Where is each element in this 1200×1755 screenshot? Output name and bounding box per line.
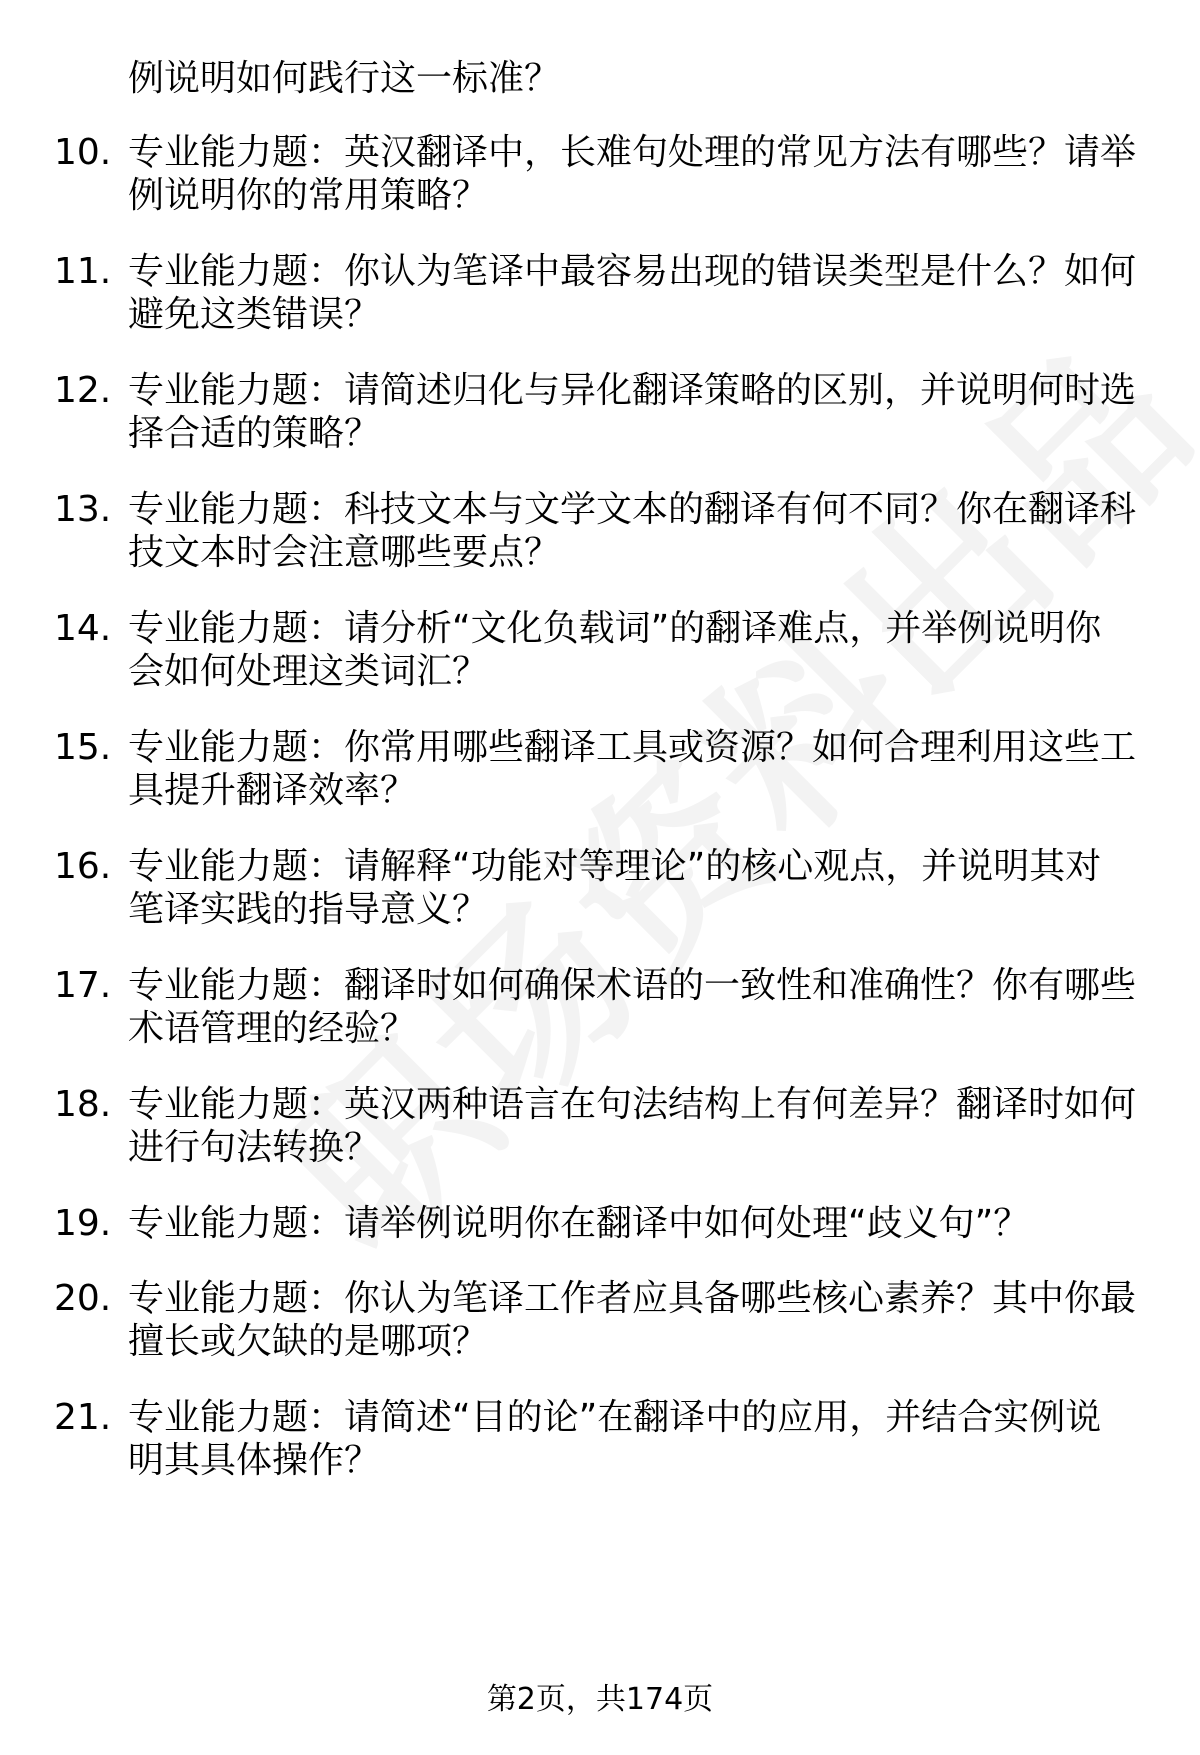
question-number: 13. <box>54 489 112 530</box>
question-line: 进行句法转换？ <box>128 1127 381 1168</box>
continuation-line: 例说明如何践行这一标准？ <box>128 58 561 99</box>
question-number: 10. <box>54 132 112 173</box>
question-number: 12. <box>54 370 112 411</box>
question-line: 会如何处理这类词汇？ <box>128 651 489 692</box>
question-line: 专业能力题：科技文本与文学文本的翻译有何不同？你在翻译科 <box>128 489 1137 530</box>
question-line: 具提升翻译效率？ <box>128 770 417 811</box>
question-line: 专业能力题：你常用哪些翻译工具或资源？如何合理利用这些工 <box>128 727 1137 768</box>
question-line: 专业能力题：请举例说明你在翻译中如何处理“歧义句”？ <box>128 1203 1030 1244</box>
question-number: 11. <box>54 251 112 292</box>
question-line: 专业能力题：请解释“功能对等理论”的核心观点，并说明其对 <box>128 846 1102 887</box>
question-line: 擅长或欠缺的是哪项？ <box>128 1321 489 1362</box>
question-number: 20. <box>54 1278 112 1319</box>
question-line: 择合适的策略？ <box>128 413 381 454</box>
question-line: 专业能力题：你认为笔译工作者应具备哪些核心素养？其中你最 <box>128 1278 1137 1319</box>
question-number: 21. <box>54 1397 112 1438</box>
question-number: 16. <box>54 846 112 887</box>
question-number: 14. <box>54 608 112 649</box>
question-line: 例说明你的常用策略？ <box>128 175 489 216</box>
question-line: 专业能力题：翻译时如何确保术语的一致性和准确性？你有哪些 <box>128 965 1137 1006</box>
question-line: 明其具体操作？ <box>128 1440 381 1481</box>
question-line: 笔译实践的指导意义？ <box>128 889 489 930</box>
page-footer: 第2页，共174页 <box>486 1682 714 1717</box>
question-number: 18. <box>54 1084 112 1125</box>
question-line: 专业能力题：英汉两种语言在句法结构上有何差异？翻译时如何 <box>128 1084 1137 1125</box>
question-number: 17. <box>54 965 112 1006</box>
question-number: 19. <box>54 1203 112 1244</box>
question-line: 专业能力题：请分析“文化负载词”的翻译难点，并举例说明你 <box>128 608 1102 649</box>
question-line: 专业能力题：请简述归化与异化翻译策略的区别，并说明何时选 <box>128 370 1137 411</box>
question-line: 专业能力题：你认为笔译中最容易出现的错误类型是什么？如何 <box>128 251 1137 292</box>
question-line: 专业能力题：英汉翻译中，长难句处理的常见方法有哪些？请举 <box>128 132 1137 173</box>
question-line: 避免这类错误？ <box>128 294 381 335</box>
question-line: 专业能力题：请简述“目的论”在翻译中的应用，并结合实例说 <box>128 1397 1102 1438</box>
question-line: 术语管理的经验？ <box>128 1008 417 1049</box>
question-number: 15. <box>54 727 112 768</box>
question-line: 技文本时会注意哪些要点？ <box>128 532 561 573</box>
